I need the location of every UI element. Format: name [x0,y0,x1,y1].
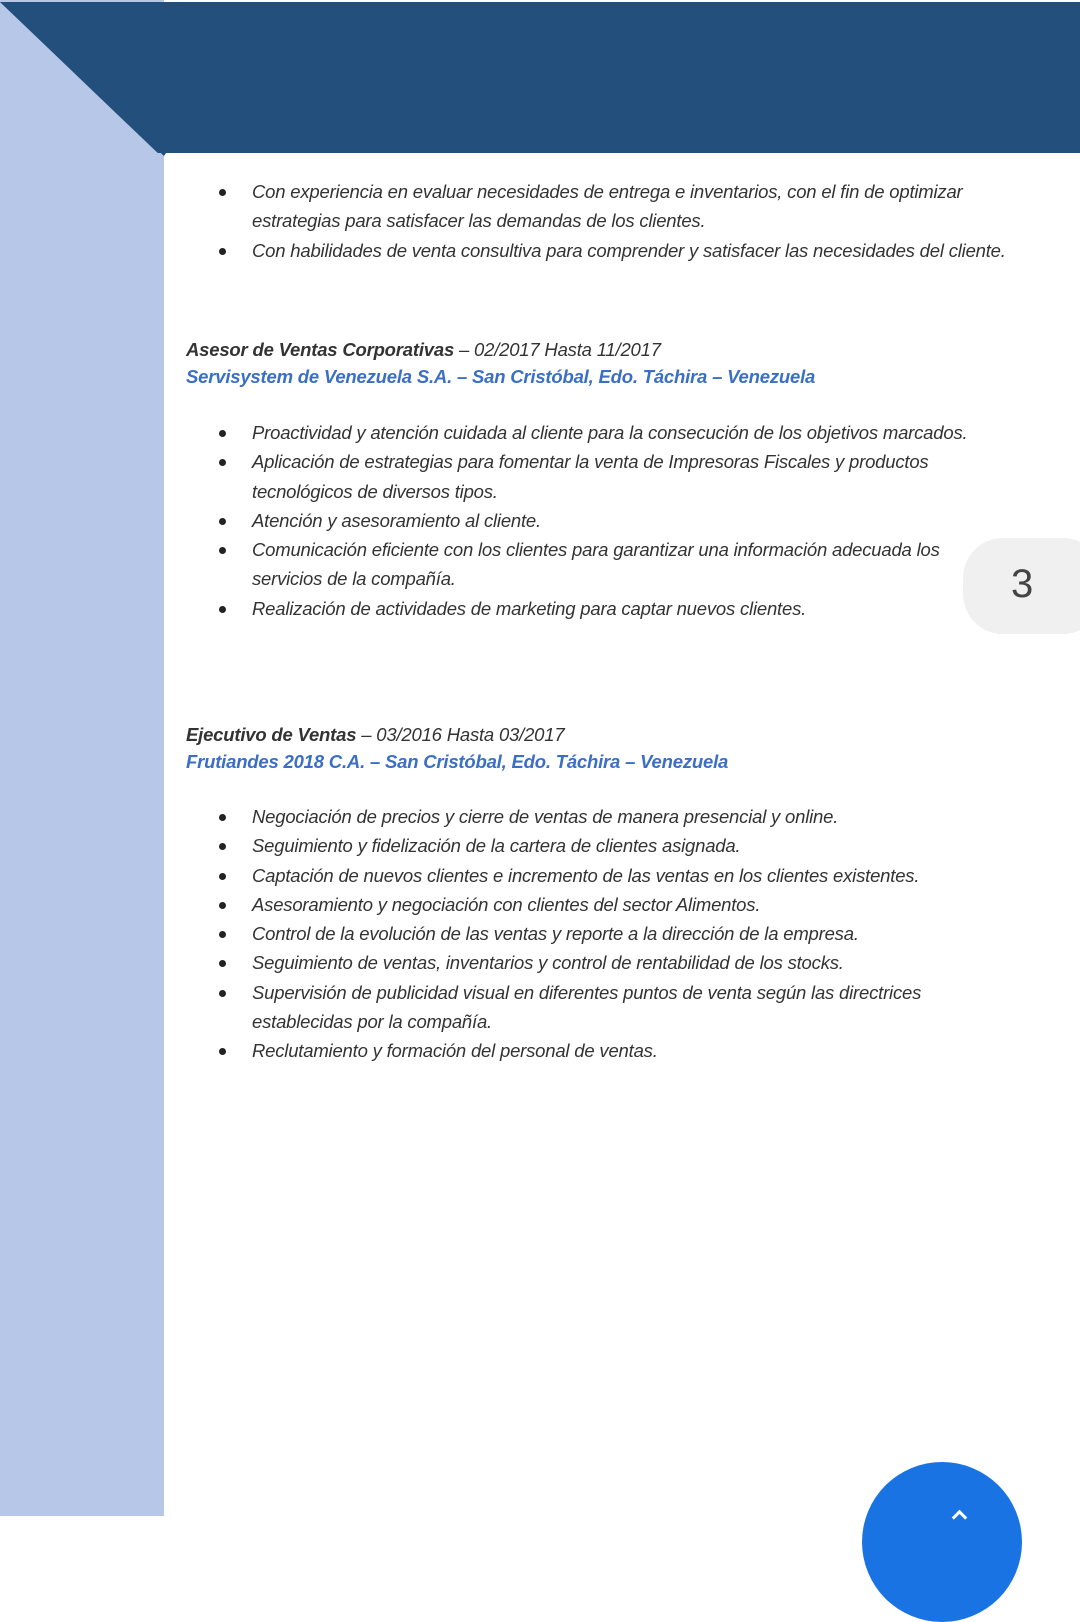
list-item: Comunicación eficiente con los clientes para garantizar una información adecuada los servicios de la compañía. [222,535,1012,594]
job-company: Frutiandes 2018 C.A. – San Cristóbal, Edo. Táchira – Venezuela [186,751,729,772]
list-item: Aplicación de estrategias para fomentar la venta de Impresoras Fiscales y productos tecnológicos de diversos tipos. [222,447,1012,506]
list-item: Atención y asesoramiento al cliente. [222,506,1012,535]
list-item: Seguimiento de ventas, inventarios y control de rentabilidad de los stocks. [222,948,1012,977]
sidebar-decoration [0,0,164,1516]
list-item: Negociación de precios y cierre de ventas de manera presencial y online. [222,802,1012,831]
list-item: Realización de actividades de marketing para captar nuevos clientes. [222,594,1012,623]
job-dates: – 02/2017 Hasta 11/2017 [454,339,661,360]
job-entry [186,336,815,390]
list-item: Control de la evolución de las ventas y reporte a la dirección de la empresa. [222,919,1012,948]
job-title: Asesor de Ventas Corporativas [186,339,455,360]
page-number: 3 [1011,562,1034,606]
list-item: Captación de nuevos clientes e incremento de las ventas en los clientes existentes. [222,861,1012,890]
job-title: Ejecutivo de Ventas [186,724,357,745]
list-item: Proactividad y atención cuidada al cliente para la consecución de los objetivos marcados. [222,418,1012,447]
job-company: Servisystem de Venezuela S.A. – San Cristóbal, Edo. Táchira – Venezuela [186,366,816,387]
job-bullets [222,418,1012,623]
job-entry [186,721,728,775]
summary-bullets [222,177,1012,265]
list-item: Seguimiento y fidelización de la cartera de clientes asignada. [222,831,1012,860]
job-bullets [222,802,1012,1066]
header-diagonal [0,0,166,156]
list-item: Supervisión de publicidad visual en diferentes puntos de venta según las directrices establecidas por la compañía. [222,978,1012,1037]
scroll-up-button[interactable] [862,1462,1022,1622]
list-item: Reclutamiento y formación del personal de ventas. [222,1036,1012,1065]
list-item: Con habilidades de venta consultiva para comprender y satisfacer las necesidades del cliente. [222,236,1012,265]
page-number-indicator [963,538,1080,634]
list-item: Con experiencia en evaluar necesidades de entrega e inventarios, con el fin de optimizar estrategias para satisfacer las demandas de los clientes. [222,177,1012,236]
job-dates: – 03/2016 Hasta 03/2017 [356,724,565,745]
chevron-up-icon [952,1510,968,1526]
list-item: Asesoramiento y negociación con clientes del sector Alimentos. [222,890,1012,919]
